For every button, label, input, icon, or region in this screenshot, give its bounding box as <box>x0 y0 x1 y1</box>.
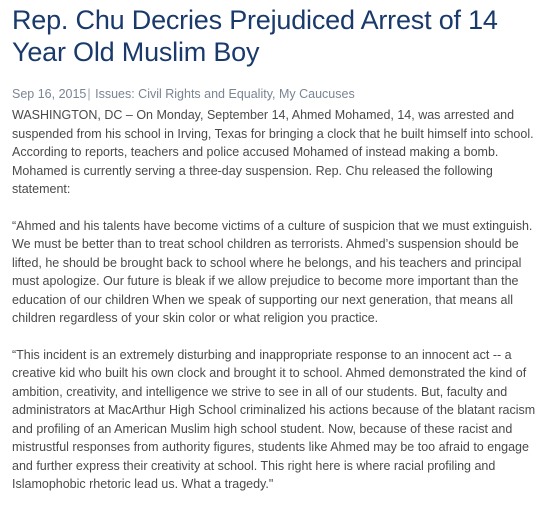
issues-label: Issues: <box>91 87 139 101</box>
article-body <box>12 106 543 494</box>
issue-link-civil-rights[interactable]: Civil Rights and Equality <box>138 87 273 101</box>
article-paragraph-intro: WASHINGTON, DC – On Monday, September 14, Ahmed Mohamed, 14, was arrested and suspended from his school in Irving, Texas for bringing a clock that he built himself into school. According to reports, teachers and police accused Mohamed of instead making a bomb. Mohamed is currently serving a three-day suspension. Rep. Chu released the following statement: <box>12 108 534 196</box>
article-paragraph-statement-2: “This incident is an extremely disturbing and inappropriate response to an innocent act -- a creative kid who built his own clock and brought it to school. Ahmed demonstrated the kind of ambition, creativity, and intelligence we strive to see in all of our students. But, faculty and administrators at MacArthur High School criminalized his actions because of the blatant racism and profiling of an American Muslim high school student. Now, because of these racist and mistrustful responses from authority figures, students like Ahmed may be too afraid to engage and further express their creativity at school. This right here is where racial profiling and Islamophobic rhetoric lead us. What a tragedy." <box>12 347 536 491</box>
issue-comma: , <box>272 87 279 101</box>
article-title: Rep. Chu Decries Prejudiced Arrest of 14 Year Old Muslim Boy <box>12 5 498 67</box>
article-date: Sep 16, 2015 <box>12 87 87 101</box>
article-paragraph-statement-1: “Ahmed and his talents have become victims of a culture of suspicion that we must extinguish. We must be better than to treat school children as terrorists. Ahmed’s suspension should be lifted, he should be brought back to school where he belongs, and his teachers and principal must apologize. Our future is bleak if we allow prejudice to become more important than the education of our children When we speak of supporting our next generation, that means all children regardless of your skin color or what religion you practice. <box>12 218 533 325</box>
article-meta <box>12 86 543 102</box>
issue-link-my-caucuses[interactable]: My Caucuses <box>278 87 355 101</box>
meta-separator: | <box>87 87 91 101</box>
